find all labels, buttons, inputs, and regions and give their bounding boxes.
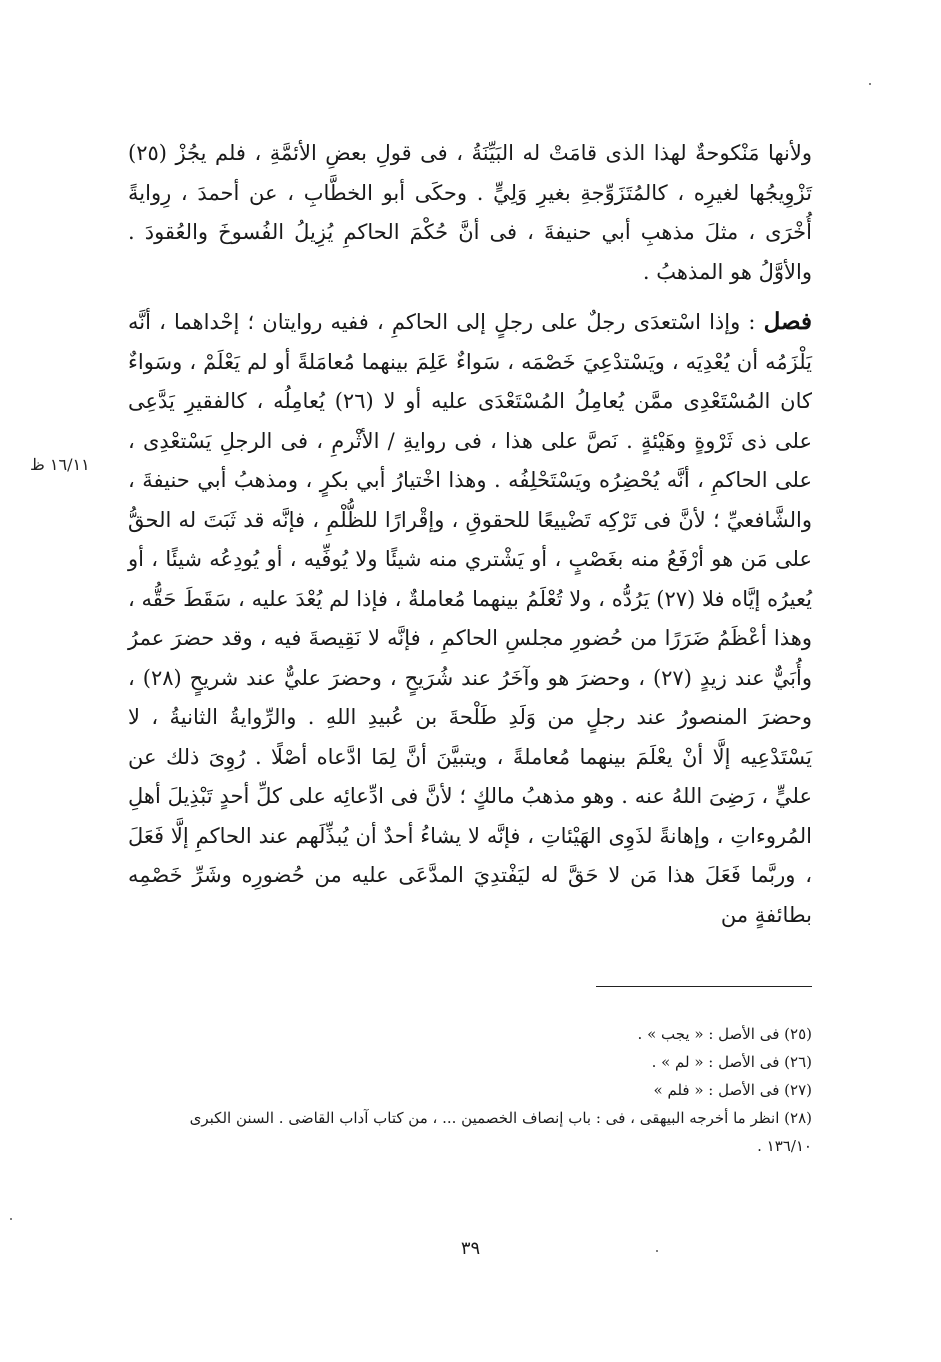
- footnotes: [140, 1020, 812, 1160]
- page-number: ٣٩: [460, 1238, 481, 1259]
- footnote-27: (٢٧) فى الأصل : « فلم »: [653, 1081, 812, 1099]
- footnote-divider: [596, 986, 812, 987]
- footnote-25: (٢٥) فى الأصل : « يجب » .: [637, 1025, 812, 1043]
- scan-speck: [10, 1218, 12, 1220]
- scan-speck: [869, 83, 871, 85]
- main-text: [128, 134, 812, 935]
- manuscript-folio-note: ١٦/١١ ظ: [30, 455, 90, 474]
- paragraph-1: ولأنها مَنْكوحةٌ لهذا الذى قامَتْ له البَيِّنَةُ ، فى قولِ بعضِ الأئمَّةِ ، فلم يجُزْ (٢٥) تَزْوِيجُها لغيرِه ، كالمُتَزَوِّجةِ بغيرِ وَلِيٍّ . وحكَى أبو الخطَّابِ ، عن أحمدَ ، رِوايةً أُخْرَى ، مثلَ مذهبِ أبي حنيفةَ ، فى أنَّ حُكْمَ الحاكمِ يُزِيلُ الفُسوخَ والعُقودَ . والأوَّلُ هو المذهبُ .: [128, 141, 812, 284]
- paragraph-2: [128, 302, 812, 935]
- paragraph-2-text: : وإذا اسْتعدَى رجلٌ على رجلٍ إلى الحاكمِ ، ففيه روايتان ؛ إحْداهما ، أنَّه يَلْزَمُه أن يُعْدِيَه ، ويَسْتدْعِيَ خَصْمَه ، سَواءٌ عَلِمَ بينهما مُعامَلةً أو لم يَعْلَمْ ، وسَواءٌ كان المُسْتَعْدِى ممَّن يُعامِلُ المُسْتَعْدَى عليه أو لا (٢٦) يُعامِلُه ، كالفقيرِ يَدَّعِى على ذى ثَرْوةٍ وهَيْئةٍ . نَصَّ على هذا ، فى روايةِ / الأثْرمِ ، فى الرجلِ يَسْتعْدِى ، على الحاكمِ ، أنَّه يُحْضِرُه ويَسْتَحْلِفُه . وهذا اخْتيارُ أبي بكرٍ ، ومذهبُ أبي حنيفةَ ، والشَّافعيِّ ؛ لأنَّ فى تَرْكِه تَضْييعًا للحقوقِ ، وإقْرارًا للظُّلْمِ ، فإنَّه قد ثَبَتَ له الحقُّ على مَن هو أرْفَعُ منه بغَصْبٍ ، أو يَشْتري منه شيئًا ولا يُوفِّيه ، أو يُودِعُه شيئًا ، أو يُعيرُه إيَّاه فلا (٢٧) يَرُدُّه ، ولا تُعْلَمُ بينهما مُعاملةٌ ، فإذا لم يُعْدَ عليه ، سَقَطَ حَقُّه ، وهذا أعْظَمُ ضَرَرًا من حُضورِ مجلسِ الحاكمِ ، فإنَّه لا نَقِيصةَ فيه ، وقد حضرَ عمرُ وأُبَيٌّ عند زيدٍ (٢٧) ، وحضرَ هو وآخَرُ عند شُرَيحٍ ، وحضرَ عليٌّ عند شريحٍ (٢٨) ، وحضرَ المنصورُ عند رجلٍ من وَلَدِ طَلْحةَ بن عُبيدِ اللهِ . والرِّوايةُ الثانيةُ ، لا يَسْتَدْعِيه إلَّا أنْ يعْلَمَ بينهما مُعاملةً ، ويتبيَّنَ أنَّ لِمَا ادَّعاه أصْلًا . رُوِىَ ذلك عن عليٍّ ، رَضِىَ اللهُ عنه . وهو مذهبُ مالكٍ ؛ لأنَّ فى ادِّعائِه على كلِّ أحدٍ تَبْذِيلَ أهلِ المُروءاتِ ، وإهانةً لذَوِى الهَيْئاتِ ، فإنَّه لا يشاءُ أحدٌ أن يُبذِّلَهم عند الحاكمِ إلَّا فَعَلَ ، وربَّما فَعَلَ هذا مَن لا حَقَّ له ليَفْتدِيَ المدَّعَى عليه من حُضورِه وشَرِّ خَصْمِه بطائفةٍ من: [128, 310, 812, 927]
- section-heading-fasl: فصل: [763, 308, 812, 335]
- footnote-26: (٢٦) فى الأصل : « لم » .: [651, 1053, 812, 1071]
- footnote-28: (٢٨) انظر ما أخرجه البيهقى ، فى : باب إنصاف الخصمين ... ، من كتاب آداب القاضى . السنن الكبرى ١٣٦/١٠ .: [189, 1109, 812, 1155]
- scan-speck: [656, 1250, 658, 1252]
